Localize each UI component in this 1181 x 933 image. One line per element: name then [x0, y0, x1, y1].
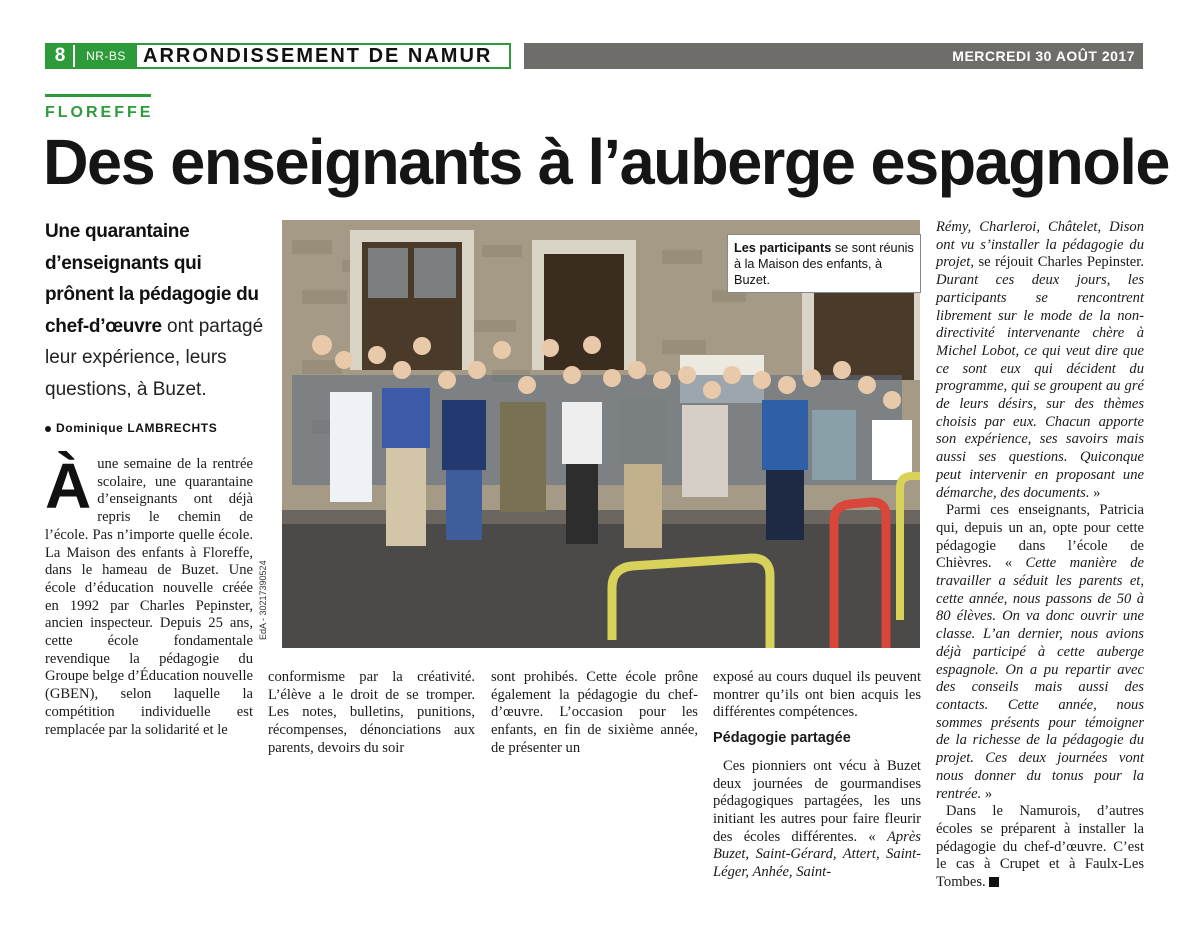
col5-b-italic: Cette manière de travailler a séduit les parents et, cette année, nous passons de 50 à 80 élèves. On va donc ouvrir une classe. L’an dernier, nous avions déjà participé à cette auberge espagnole. On a pu repartir avec des conseils mais aussi des contacts. Cette année, nous sommes présents pour témoigner de la richesse de la pédagogie du projet. Ces deux journées vont nous donner du tonus pour la rentrée.: [936, 555, 1144, 802]
column-4-text-a: exposé au cours duquel ils peuvent montrer qu’ils ont bien acquis les différentes compétences.: [713, 669, 921, 721]
body-column-5: [936, 219, 1144, 892]
byline: [45, 421, 217, 435]
intro-rest: ont partagé leur expérience, leurs questions, à Buzet.: [45, 315, 264, 400]
column-1-text: une semaine de la rentrée scolaire, une quarantaine d’enseignants ont déjà repris le chemin de l’école. Pas n’importe quelle école. La Maison des enfants à Floreffe, dans le hameau de Buzet. Une école d’éducation nouvelle créée en 1992 par Charles Pepinster, ancien inspecteur. Depuis 25 ans, cette école fondamentale revendique la pédagogie du Groupe belge d’Éducation nouvelle (GBEN), selon laquelle la compétition individuelle est remplacée par la solidarité et le: [45, 456, 253, 738]
headline: Des enseignants à l’auberge espagnole: [43, 126, 1169, 198]
subheading: Pédagogie partagée: [713, 730, 851, 747]
end-square-icon: [989, 877, 999, 887]
body-column-1: [45, 450, 253, 739]
author-name: Dominique LAMBRECHTS: [56, 421, 218, 435]
column-4-text-b: [713, 758, 921, 882]
section-title: ARRONDISSEMENT DE NAMUR: [143, 44, 493, 67]
photo-credit: EdA - 30217390524: [258, 560, 268, 640]
body-column-4: [713, 669, 921, 882]
col5-a-italic: Rémy, Charleroi, Châtelet, Dison ont vu s’installer la pédagogie du projet,: [936, 219, 1144, 271]
section-header: [45, 43, 511, 69]
col5-b-end: »: [981, 785, 993, 802]
intro-bold: Une quarantaine d’enseignants qui prônent la pédagogie du chef-d’œuvre: [45, 221, 259, 337]
column-5-text-c: [936, 803, 1144, 892]
col5-a-end: »: [1089, 484, 1101, 501]
edition-label: NR-BS: [73, 45, 137, 67]
column-5-text-a: [936, 219, 1144, 502]
photo-caption: [727, 234, 921, 293]
bullet-icon: [45, 426, 51, 432]
column-2-text: conformisme par la créativité. L’élève a le droit de se tromper. Les notes, bulletins, punitions, récompenses, dénonciations aux parents, devoirs du soir: [268, 669, 475, 756]
issue-date: MERCREDI 30 AOÛT 2017: [952, 48, 1135, 64]
kicker-rule: [45, 94, 151, 97]
kicker: FLOREFFE: [45, 104, 154, 121]
column-3-text: sont prohibés. Cette école prône également la pédagogie du chef-d’œuvre. L’occasion pour les enfants, en fin de sixième année, de présenter un: [491, 669, 698, 756]
col5-a-roman: se réjouit Charles Pepinster.: [973, 254, 1144, 271]
body-column-3: [491, 669, 698, 758]
caption-bold: Les participants: [734, 241, 832, 255]
body-column-2: [268, 669, 475, 758]
drop-cap: À: [45, 450, 92, 522]
col4-b-roman: Ces pionniers ont vécu à Buzet deux journées de gourmandises pédagogiques partagées, les uns initiant les autres pour faire fleurir des écoles différentes. «: [713, 757, 921, 845]
date-bar: [524, 43, 1143, 69]
caption-rest: se sont réunis à la Maison des enfants, à Buzet.: [734, 241, 914, 287]
column-5-text-b: [936, 502, 1144, 803]
article-intro: [45, 216, 271, 405]
page-number: 8: [47, 45, 73, 67]
col5-b-roman: Parmi ces enseignants, Patricia qui, depuis un an, opte pour cette pédagogie dans l’école de Chièvres. «: [936, 502, 1144, 572]
col4-b-italic: Après Buzet, Saint-Gérard, Attert, Saint-Léger, Anhée, Saint-: [713, 828, 921, 881]
col5-a-italic-2: Durant ces deux jours, les participants se rencontrent librement sur le mode de la non-directivité intervenante chère à Michel Lobot, ce qui veut dire que ce sont eux qui décident du programme, qui se groupent au gré de leurs désirs, sur des thèmes choisis par eux. Chacun apporte son expérience, ses savoirs mais aussi ses questions. Quiconque peut intervenir en proposant une démarche, des documents.: [936, 272, 1144, 501]
col5-c-roman: Dans le Namurois, d’autres écoles se préparent à installer la pédagogie du chef-d’œuvre. C’est le cas à Crupet et à Faulx-Les Tombes.: [936, 803, 1144, 891]
